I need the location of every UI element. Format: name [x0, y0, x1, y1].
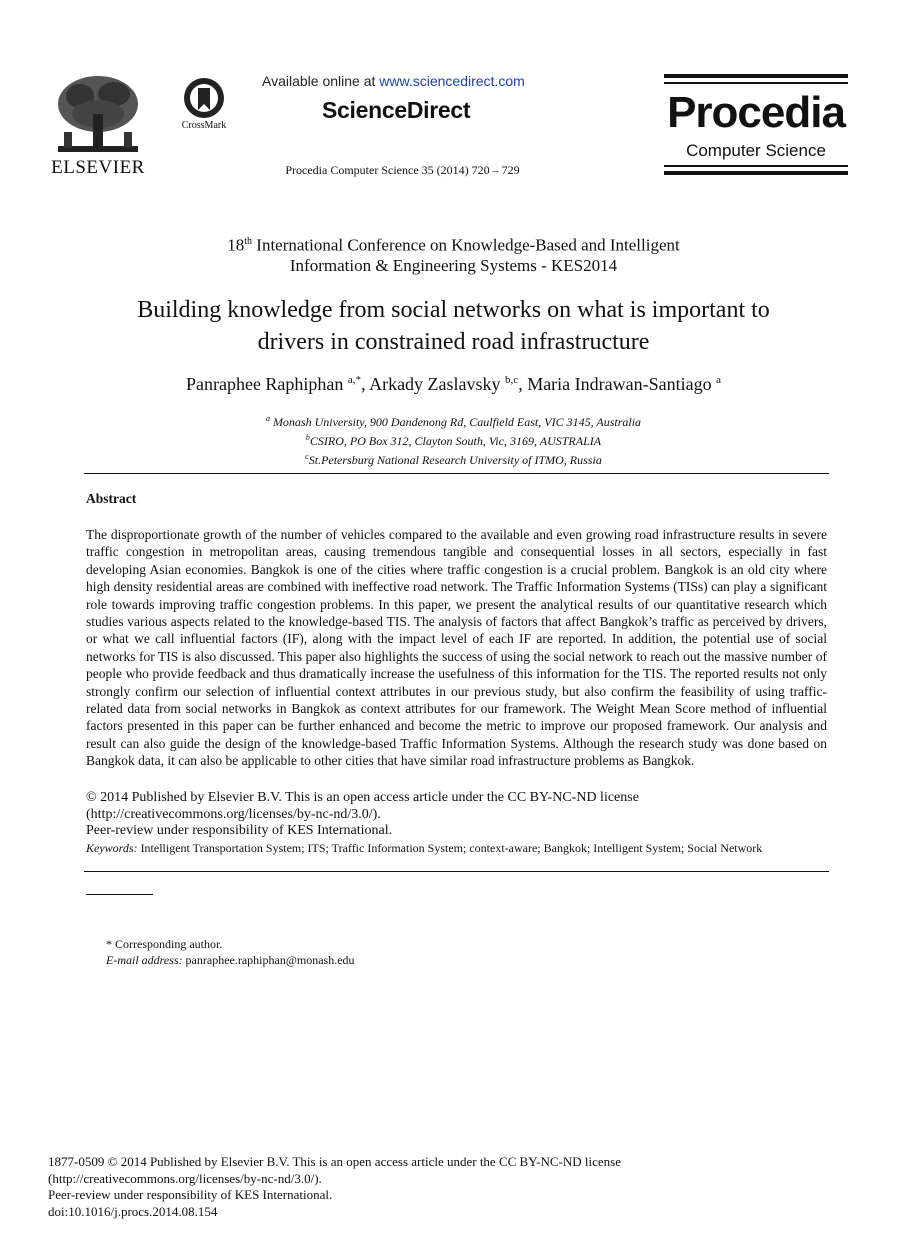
procedia-subtitle: Computer Science: [686, 141, 826, 160]
author-separator: ,: [518, 374, 528, 394]
author-name: Panraphee Raphiphan: [185, 374, 348, 394]
section-divider: [84, 871, 829, 872]
affiliation-line: [0, 430, 907, 449]
keywords-list: Intelligent Transportation System; ITS; Traffic Information System; context-aware; Bangkok; Intelligent System; Social Network: [137, 841, 763, 855]
affiliation-text: CSIRO, PO Box 312, Clayton South, Vic, 3169, AUSTRALIA: [309, 434, 602, 448]
conference-line1: International Conference on Knowledge-Based and Intelligent: [252, 235, 680, 255]
author-affil-sup: a,*: [347, 374, 362, 386]
abstract-body: The disproportionate growth of the number of vehicles compared to the available and even growing road infrastructure results in severe traffic congestion in metropolitan areas, causing tremendous tangible and consequential losses in all sectors, especially in fast developing Asian economies. Bangkok is one of the cities where traffic congestion is a crucial problem. Bangkok is an old city where high density residential areas are combined with ineffective road network. The Traffic Information Systems (TISs) can play a significant role towards improving traffic congestion problems. In this paper, we present the analytical results of our quantitative research which studies various aspects related to the knowledge-based TIS. The analysis of factors that affect Bangkok’s traffic as perceived by drivers, or what we call influential factors (IF), along with the impact level of each IF are reported. In addition, the potential use of social networks for TIS is also discussed. This paper also highlights the success of using the social network to reach out the massive number of people who provide feedback and thus dramatically increase the usefulness of this information for the TIS. The reported results not only strongly confirm our selection of influential context attributes in our previous study, but also confirm the feasibility of using traffic-related data from social networks in Bangkok as context attributes for our framework. The Weight Mean Score method of influential factors presented in this paper can be further enhanced and become the metric to improve our proposed framework. Our analysis and result can also guide the design of the knowledge-based Traffic Information Systems. Although the research study was done based on Bangkok data, it can also be applicable to other cities that have similar road infrastructure problems as Bangkok.: [86, 527, 827, 769]
affiliation-line: [0, 449, 907, 468]
crossmark-label: CrossMark: [181, 120, 227, 131]
author-list: [0, 374, 907, 395]
conference-number: 18: [227, 235, 245, 255]
keywords: [86, 841, 827, 856]
conference-name: [0, 232, 907, 276]
page-footer: [48, 1154, 858, 1220]
corresponding-label: * Corresponding author.: [106, 937, 223, 951]
keywords-label: Keywords:: [86, 841, 138, 855]
peer-review: Peer-review under responsibility of KES International.: [86, 823, 393, 838]
title-line1: Building knowledge from social networks on what is important to: [137, 297, 770, 323]
author-affil-sup: a: [716, 374, 722, 386]
elsevier-wordmark: ELSEVIER: [51, 157, 145, 178]
abstract-heading: Abstract: [86, 491, 137, 506]
affiliation-sup: b: [305, 433, 310, 442]
conference-number-sup: th: [244, 236, 253, 247]
email-label: E-mail address:: [106, 953, 183, 967]
license-block: [86, 790, 827, 840]
affiliation-sup: c: [305, 452, 309, 461]
email-address[interactable]: panraphee.raphiphan@monash.edu: [182, 953, 355, 967]
affiliation-line: [0, 411, 907, 430]
footer-doi[interactable]: doi:10.1016/j.procs.2014.08.154: [48, 1203, 218, 1219]
paper-title: [0, 294, 907, 358]
affiliation-text: Monash University, 900 Dandenong Rd, Caulfield East, VIC 3145, Australia: [269, 415, 642, 429]
available-online: [262, 73, 525, 89]
corresponding-author: [106, 936, 355, 968]
footer-license-link[interactable]: (http://creativecommons.org/licenses/by-nc-nd/3.0/).: [48, 1170, 322, 1186]
section-divider: [84, 473, 829, 474]
license-link[interactable]: (http://creativecommons.org/licenses/by-nc-nd/3.0/).: [86, 806, 381, 822]
sciencedirect-link[interactable]: www.sciencedirect.com: [379, 73, 525, 89]
procedia-wordmark: Procedia: [667, 88, 845, 137]
procedia-rule: [664, 74, 848, 78]
procedia-rule: [664, 171, 848, 175]
affiliations: [0, 411, 907, 468]
email-line: [106, 952, 355, 968]
sciencedirect-wordmark: ScienceDirect: [322, 97, 471, 123]
available-online-prefix: Available online at: [262, 73, 380, 89]
author-separator: ,: [361, 374, 370, 394]
affiliation-text: St.Petersburg National Research University of ITMO, Russia: [308, 453, 602, 467]
affiliation-sup: a: [265, 414, 270, 423]
footer-issn-license: 1877-0509 © 2014 Published by Elsevier B.V. This is an open access article under the CC BY-NC-ND license: [48, 1154, 622, 1169]
author-name: Maria Indrawan-Santiago: [527, 374, 717, 394]
author-affil-sup: b,c: [505, 374, 519, 386]
procedia-rule: [664, 82, 848, 84]
journal-reference: Procedia Computer Science 35 (2014) 720 – 729: [285, 163, 520, 177]
procedia-rule: [664, 165, 848, 167]
license-line1: © 2014 Published by Elsevier B.V. This is an open access article under the CC BY-NC-ND license: [86, 790, 639, 805]
author-name: Arkady Zaslavsky: [369, 374, 506, 394]
footnote-divider: [86, 894, 153, 895]
title-line2: drivers in constrained road infrastructure: [257, 329, 650, 355]
conference-line2: Information & Engineering Systems - KES2014: [289, 255, 618, 275]
footer-peer-review: Peer-review under responsibility of KES International.: [48, 1187, 333, 1202]
